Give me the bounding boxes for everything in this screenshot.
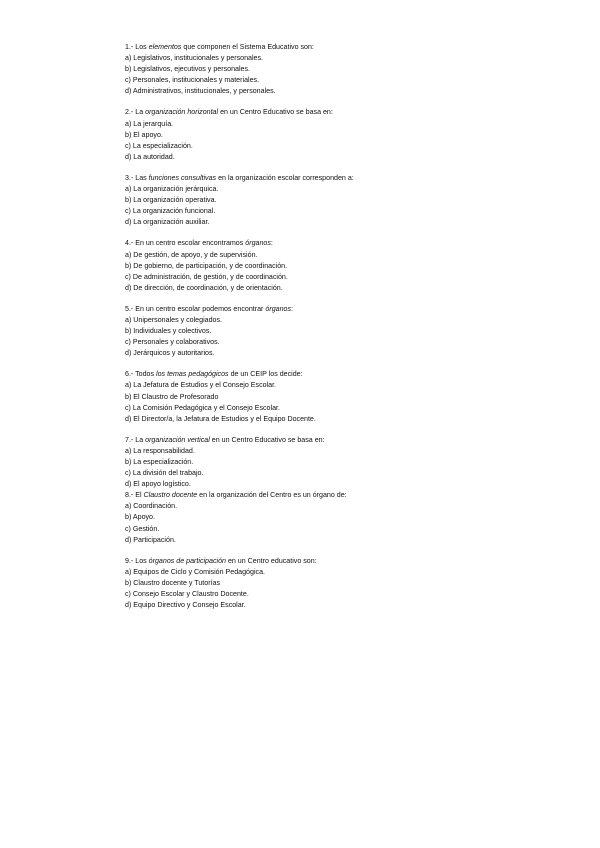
question-stem-text: que componen el Sistema Educativo son: — [181, 43, 314, 51]
question-9 — [125, 556, 565, 611]
option-d: d) Jerárquicos y autoritarios. — [125, 349, 215, 358]
question-5-stem — [125, 304, 565, 315]
question-stem-text: de un CEIP los decide: — [228, 370, 303, 379]
option-b: b) Individuales y colectivos. — [125, 327, 212, 336]
question-stem-text: 2.- La — [125, 108, 146, 117]
question-3-stem — [125, 173, 565, 184]
document-page — [125, 42, 565, 611]
question-4-stem — [125, 238, 565, 249]
question-stem-text: 9.- Los — [125, 556, 149, 565]
option-c: c) Personales y colaborativos. — [125, 338, 220, 347]
option-c: c) Personales, institucionales y materiales. — [125, 76, 260, 85]
option-a: a) Coordinación. — [125, 502, 178, 511]
question-4 — [125, 238, 565, 293]
option-a: a) Legislativos, institucionales y personales. — [125, 54, 264, 63]
option-b: b) Legislativos, ejecutivos y personales. — [125, 65, 250, 74]
option-a: a) La organización jerárquica. — [125, 185, 219, 194]
question-6-stem — [125, 369, 565, 380]
question-stem-emphasis: órganos de participación — [148, 556, 226, 565]
question-stem-text: 1.- Los — [125, 43, 149, 51]
option-c: c) La división del trabajo. — [125, 469, 204, 478]
option-a: a) Equipos de Ciclo y Comisión Pedagógica. — [125, 567, 265, 576]
option-b: b) Apoyo. — [125, 513, 155, 522]
option-d: d) De dirección, de coordinación, y de orientación. — [125, 283, 283, 292]
question-8 — [125, 490, 565, 545]
question-stem-text: en la organización del Centro es un órgano de: — [197, 491, 347, 500]
option-b: b) Claustro docente y Tutorías — [125, 578, 221, 587]
option-d: d) El Director/a, la Jefatura de Estudios y el Equipo Docente. — [125, 414, 316, 423]
question-stem-text: : — [270, 239, 273, 248]
option-a: a) La jerarquía. — [125, 119, 174, 128]
question-7 — [125, 435, 565, 490]
option-a: a) Unipersonales y colegiados. — [125, 315, 223, 324]
question-stem-text: 4.- En un centro escolar encontramos — [125, 239, 246, 248]
option-b: b) La organización operativa. — [125, 196, 217, 205]
question-stem-emphasis: órganos — [245, 239, 271, 248]
question-stem-emphasis: funciones consultivas — [148, 173, 217, 182]
option-b: b) De gobierno, de participación, y de coordinación. — [125, 261, 288, 270]
question-stem-text: 3.- Las — [125, 173, 149, 182]
question-stem-text: : — [291, 304, 294, 313]
option-c: c) La Comisión Pedagógica y el Consejo Escolar. — [125, 403, 280, 412]
option-d: d) La organización auxiliar. — [125, 218, 210, 227]
question-stem-text: en un Centro Educativo se basa en: — [209, 435, 325, 444]
question-1-stem — [125, 42, 565, 53]
option-c: c) La organización funcional. — [125, 207, 216, 216]
question-stem-text: 5.- En un centro escolar podemos encontrar — [125, 304, 266, 313]
option-b: b) El Claustro de Profesorado — [125, 392, 219, 401]
question-2-stem — [125, 107, 565, 118]
option-d: d) Equipo Directivo y Consejo Escolar. — [125, 601, 246, 610]
option-a: a) De gestión, de apoyo, y de supervisión. — [125, 250, 258, 259]
question-2 — [125, 107, 565, 162]
question-stem-emphasis: organización vertical — [145, 435, 210, 444]
option-c: c) Gestión. — [125, 524, 160, 533]
question-6 — [125, 369, 565, 424]
question-7-stem — [125, 435, 565, 446]
option-c: c) La especialización. — [125, 141, 193, 150]
option-a: a) La Jefatura de Estudios y el Consejo Escolar. — [125, 381, 277, 390]
question-stem-emphasis: organización horizontal — [145, 108, 219, 117]
option-d: d) Administrativos, institucionales, y personales. — [125, 87, 276, 96]
question-stem-text: 8.- El — [125, 491, 144, 500]
question-stem-text: 7.- La — [125, 435, 146, 444]
option-d: d) El apoyo logístico. — [125, 480, 191, 489]
option-c: c) Consejo Escolar y Claustro Docente. — [125, 590, 249, 599]
question-stem-text: en un Centro educativo son: — [225, 556, 317, 565]
question-stem-text: en la organización escolar corresponden a: — [216, 173, 354, 182]
option-b: b) La especialización. — [125, 458, 194, 466]
question-8-stem — [125, 490, 565, 501]
option-d: d) Participación. — [125, 535, 176, 544]
question-stem-emphasis: órganos — [265, 304, 292, 313]
option-a: a) La responsabilidad. — [125, 446, 195, 455]
option-c: c) De administración, de gestión, y de coordinación. — [125, 272, 288, 281]
question-stem-emphasis: elementos — [148, 43, 182, 51]
question-1 — [125, 42, 565, 97]
question-9-stem — [125, 556, 565, 567]
question-5 — [125, 304, 565, 359]
question-stem-text: en un Centro Educativo se basa en: — [218, 108, 333, 117]
question-stem-emphasis: los temas pedagógicos — [156, 370, 229, 379]
option-d: d) La autoridad. — [125, 152, 175, 161]
question-stem-text: 6.- Todos — [125, 370, 157, 379]
question-stem-emphasis: Claustro docente — [143, 491, 198, 500]
option-b: b) El apoyo. — [125, 130, 163, 139]
question-3 — [125, 173, 565, 228]
